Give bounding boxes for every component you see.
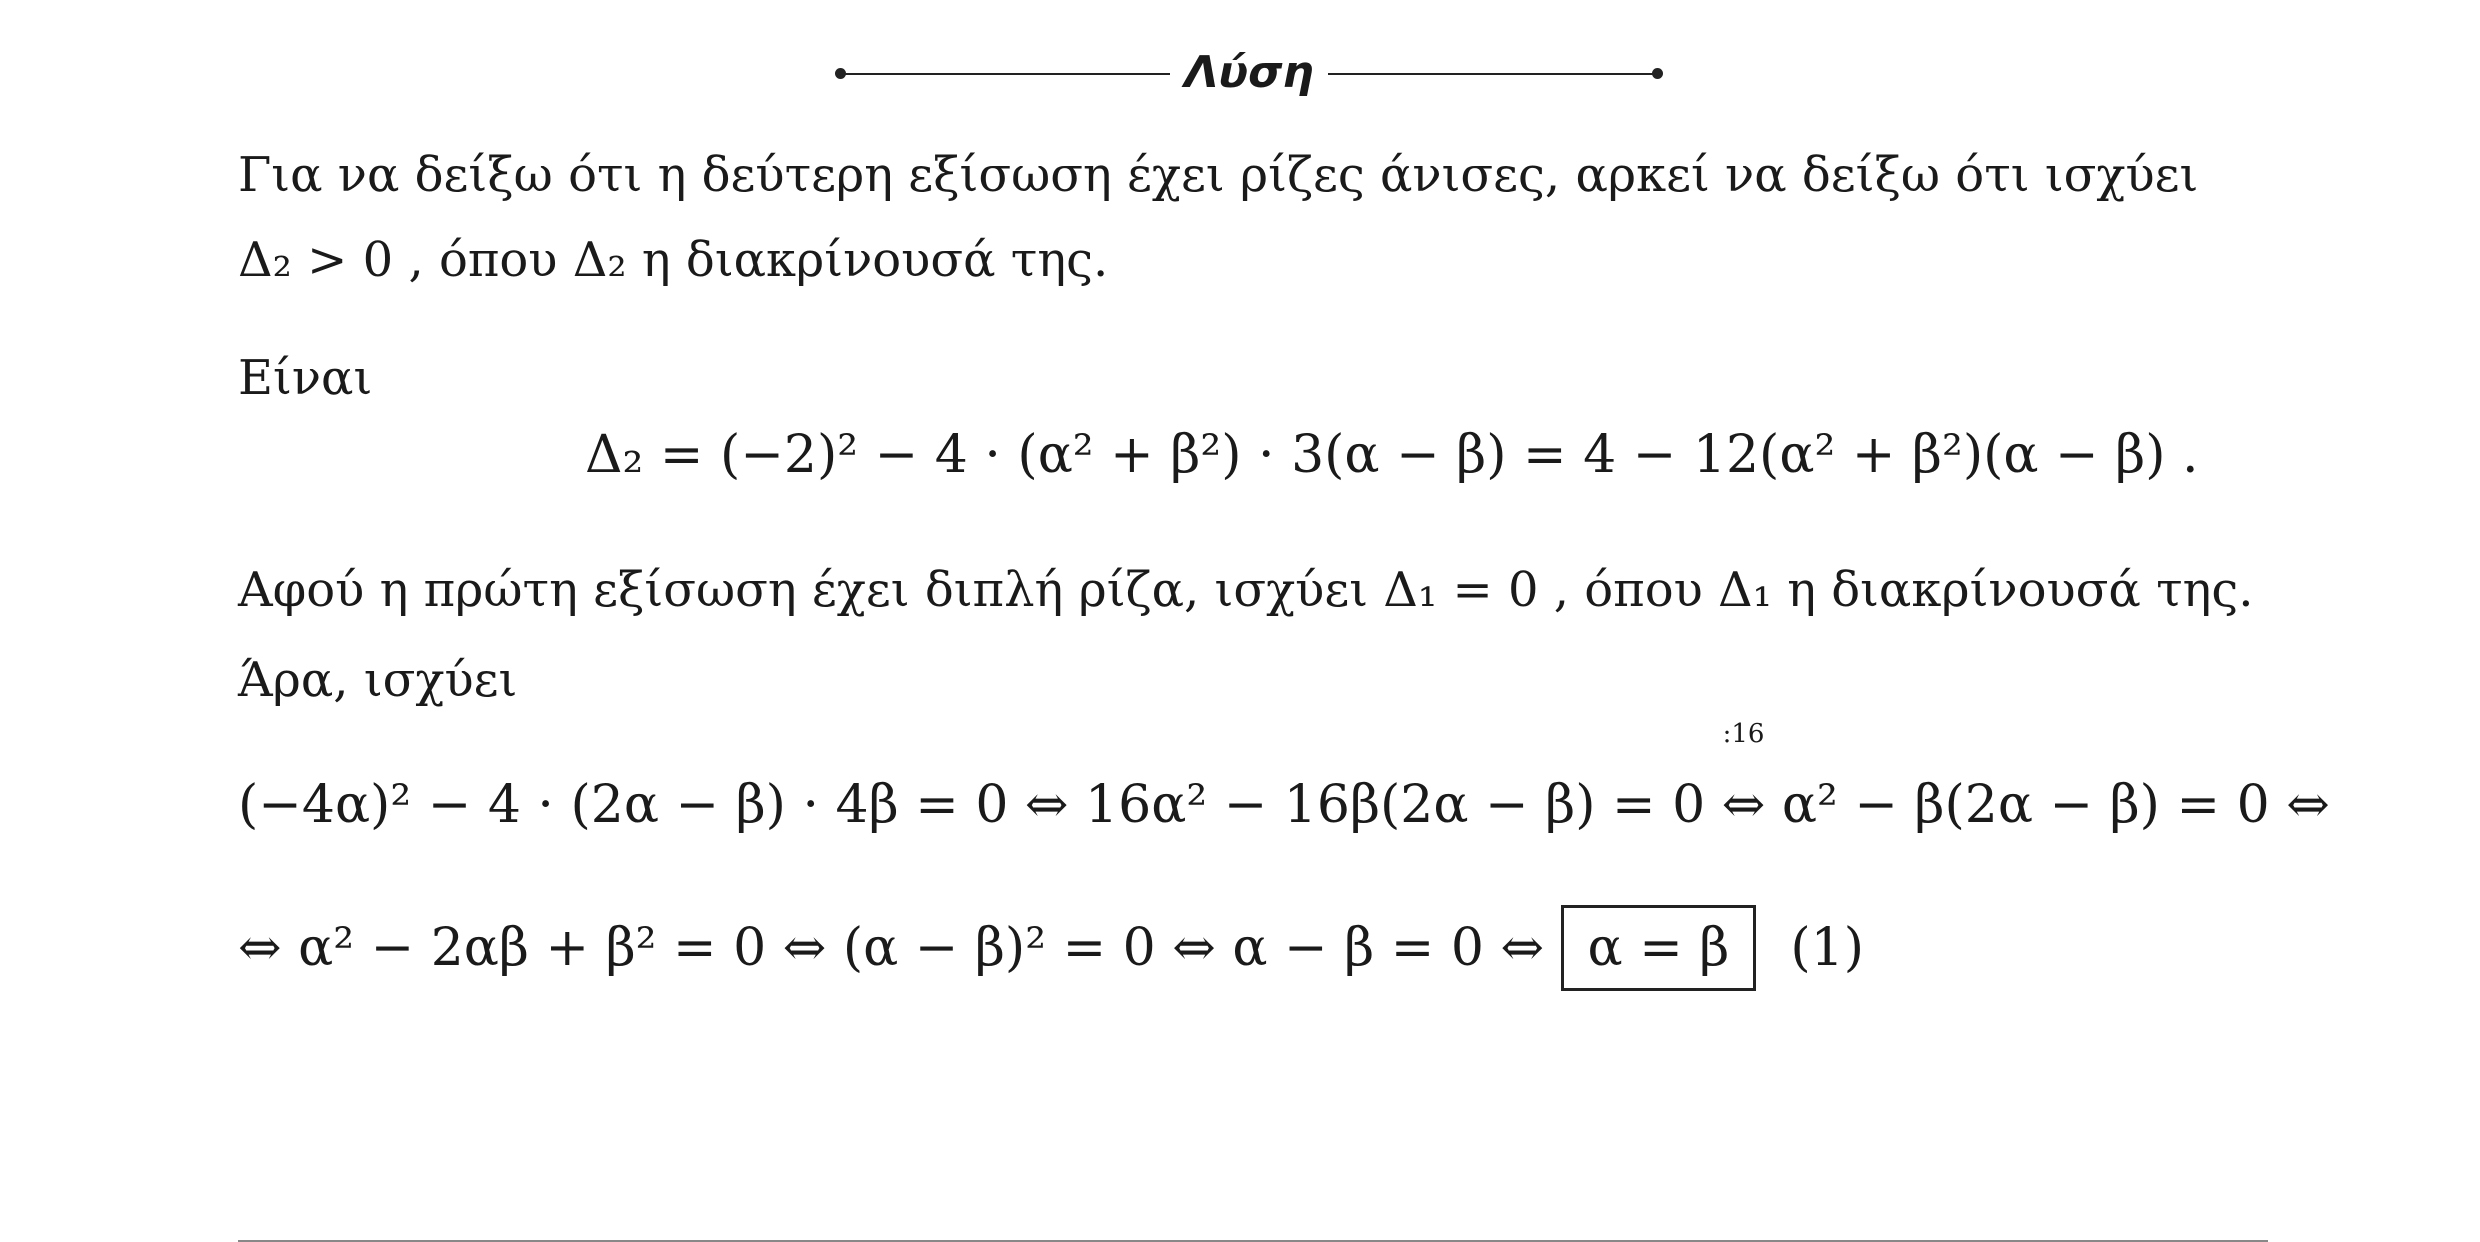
derivation-line1 [238,719,2330,845]
derivation-line1-part2: α² − β(2α − β) = 0 ⇔ [1765,775,2330,835]
solution-heading [0,38,2480,108]
derivation-line2 [238,905,1864,991]
equivalence-symbol: ⇔ [1721,775,1766,835]
divide-by-16-equivalence [1721,719,1766,845]
heading-dot-left [835,68,846,79]
paragraph2-line1: Αφού η πρώτη εξίσωση έχει διπλή ρίζα, ισχύει Δ₁ = 0 , όπου Δ₁ η διακρίνουσά της. [238,562,2254,618]
intro-label: Είναι [238,350,373,406]
divide-by-16-label: :16 [1722,719,1765,749]
derivation-line2-part1: ⇔ α² − 2αβ + β² = 0 ⇔ (α − β)² = 0 ⇔ α − β = 0 ⇔ [238,918,1561,978]
paragraph1-line2: Δ₂ > 0 , όπου Δ₂ η διακρίνουσά της. [238,232,1109,288]
derivation-line1-part1: (−4α)² − 4 · (2α − β) · 4β = 0 ⇔ 16α² − 16β(2α − β) = 0 [238,775,1722,835]
paragraph1-line1: Για να δείξω ότι η δεύτερη εξίσωση έχει ρίζες άνισες, αρκεί να δείξω ότι ισχύει [238,147,2199,203]
solution-title: Λύση [1184,47,1314,98]
heading-dot-right [1652,68,1663,79]
heading-rule-right [1328,73,1658,75]
equation-delta2: Δ₂ = (−2)² − 4 · (α² + β²) · 3(α − β) = 4 − 12(α² + β²)(α − β) . [585,425,2199,485]
boxed-result: α = β [1561,905,1757,991]
equation-tag: (1) [1790,918,1865,978]
paragraph2-line2: Άρα, ισχύει [238,652,518,708]
heading-rule-left [840,73,1170,75]
